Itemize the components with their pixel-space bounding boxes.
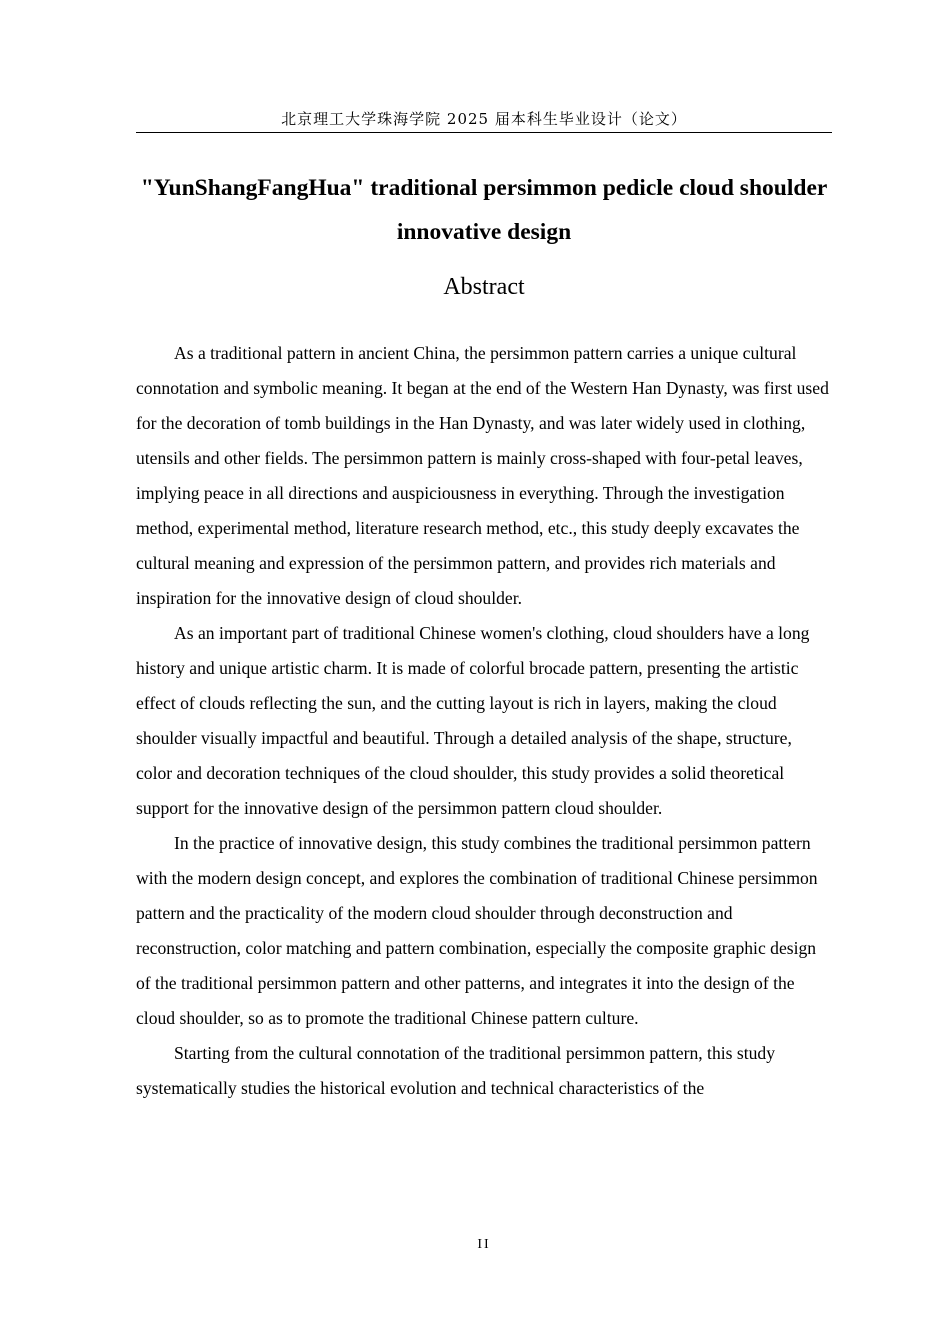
abstract-paragraph-1: As a traditional pattern in ancient China, the persimmon pattern carries a unique cultural connotation and symbolic meaning. It began at the end of the Western Han Dynasty, was first used for the decoration of tomb buildings in the Han Dynasty, and was later widely used in clothing, utensils and other fields. The persimmon pattern is mainly cross-shaped with four-petal leaves, implying peace in all directions and auspiciousness in everything. Through the investigation method, experimental method, literature research method, etc., this study deeply excavates the cultural meaning and expression of the persimmon pattern, and provides rich materials and inspiration for the innovative design of cloud shoulder.	[136, 343, 829, 608]
abstract-body	[136, 336, 832, 1106]
page-header	[136, 108, 832, 133]
page-number: II	[477, 1237, 491, 1252]
abstract-paragraph-3: In the practice of innovative design, this study combines the traditional persimmon pattern with the modern design concept, and explores the combination of traditional Chinese persimmon pattern and the practicality of the modern cloud shoulder through deconstruction and reconstruction, color matching and pattern combination, especially the composite graphic design of the traditional persimmon pattern and other patterns, and integrates it into the design of the cloud shoulder, so as to promote the traditional Chinese pattern culture.	[136, 833, 818, 1028]
abstract-paragraph-4: Starting from the cultural connotation of the traditional persimmon pattern, this study systematically studies the historical evolution and technical characteristics of the	[136, 1043, 775, 1098]
abstract-heading: Abstract	[443, 274, 525, 300]
abstract-paragraph-2: As an important part of traditional Chinese women's clothing, cloud shoulders have a long history and unique artistic charm. It is made of colorful brocade pattern, presenting the artistic effect of clouds reflecting the sun, and the cutting layout is rich in layers, making the cloud shoulder visually impactful and beautiful. Through a detailed analysis of the shape, structure, color and decoration techniques of the cloud shoulder, this study provides a solid theoretical support for the innovative design of the persimmon pattern cloud shoulder.	[136, 623, 810, 818]
header-text: 北京理工大学珠海学院 2025 届本科生毕业设计（论文）	[281, 110, 687, 128]
paper-title: "YunShangFangHua" traditional persimmon pedicle cloud shoulder innovative design	[140, 175, 828, 245]
